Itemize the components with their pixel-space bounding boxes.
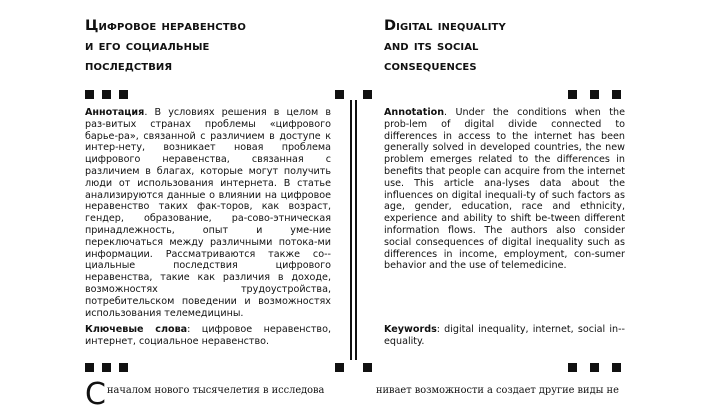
square-marker xyxy=(590,90,599,99)
square-marker xyxy=(85,90,94,99)
square-marker xyxy=(363,90,372,99)
square-marker xyxy=(612,90,621,99)
english-abstract-label: Annotation xyxy=(384,107,445,118)
english-body-start: нивает возможности а создает другие виды не xyxy=(376,385,619,396)
square-marker xyxy=(119,90,128,99)
square-marker xyxy=(568,363,577,372)
square-marker xyxy=(568,90,577,99)
square-marker xyxy=(335,90,344,99)
square-marker xyxy=(335,363,344,372)
russian-keywords xyxy=(85,324,331,348)
square-marker xyxy=(102,363,111,372)
square-marker xyxy=(119,363,128,372)
square-marker xyxy=(363,363,372,372)
russian-keywords-label: Ключевые слова xyxy=(85,324,188,335)
russian-body-start: началом нового тысячелетия в исследова xyxy=(107,385,325,396)
square-marker xyxy=(612,363,621,372)
russian-abstract-label: Аннотация xyxy=(85,107,145,118)
russian-title: Цифровое неравенство и его социальные последствия xyxy=(85,18,246,74)
english-abstract xyxy=(384,107,625,272)
russian-keywords-text: : цифровое неравенство, интернет, социальное неравенство. xyxy=(85,324,331,347)
center-divider-line xyxy=(355,100,357,360)
center-divider-line xyxy=(350,100,352,360)
drop-cap: С xyxy=(85,377,106,412)
english-keywords-text: : digital inequality, internet, social in-equality. xyxy=(384,324,625,347)
square-marker xyxy=(102,90,111,99)
english-abstract-text: . Under the conditions when the prob-lem of digital divide connected to differences in access to the internet has been generally solved in developed countries, the new problem emerges related to the differences in benefits that people can acquire from the internet use. This article ana-lyses data about the influences on digital inequali-ty of such factors as age, gender, education, race and ethnicity, experience and ability to shift be-tween different information flows. The authors also consider social consequences of digital inequality such as differences in income, employment, con-sumer behavior and the use of telemedicine. xyxy=(384,107,625,272)
square-marker xyxy=(85,363,94,372)
russian-abstract xyxy=(85,107,331,319)
english-title: Digital inequality and its social consequences xyxy=(384,18,506,74)
russian-abstract-text: . В условиях решения в целом в раз-витых странах проблемы «цифрового барье-ра», связанной с различием в доступе к интер-нету, возникает новая проблема цифрового неравенства, связанная с различием в благах, которые могут получить люди от использования интернета. В статье анализируются данные о влиянии на цифровое неравенство таких фак-торов, как возраст, гендер, образование, ра-сово-этническая принадлежность, опыт и уме-ние переключаться между различными потока-ми информации. Рассматриваются также со-циальные последствия цифрового неравенства, такие как различия в доходе, возможностях трудоустройства, потребительском поведении и возможностях использования телемедицины. xyxy=(85,107,331,319)
english-keywords-label: Keywords xyxy=(384,324,437,335)
square-marker xyxy=(590,363,599,372)
english-keywords xyxy=(384,324,625,348)
